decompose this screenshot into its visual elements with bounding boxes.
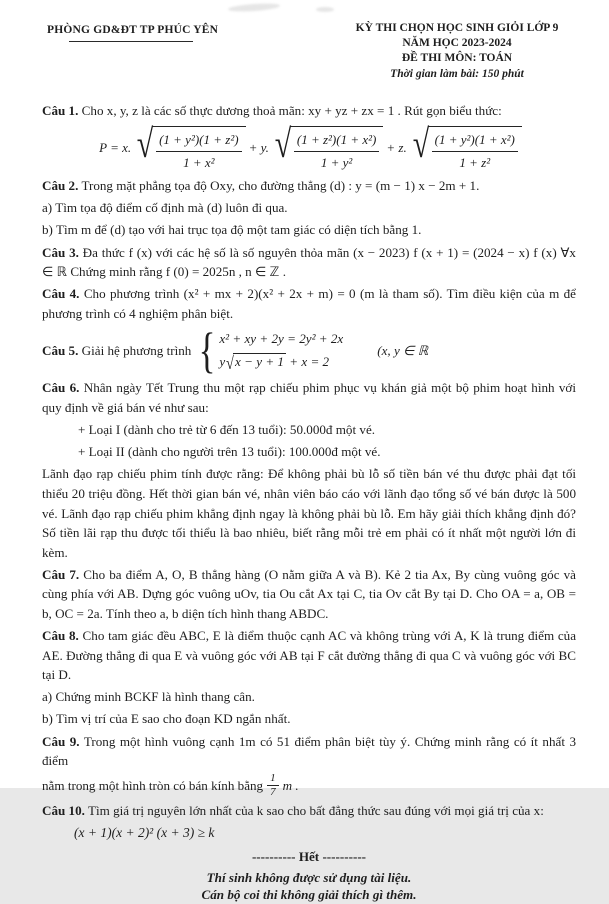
question-8: [42, 626, 576, 685]
radius-fraction: [267, 773, 279, 798]
term-3-denominator: 1 + z²: [459, 154, 491, 170]
question-9-line2-pre: nằm trong một hình tròn có bán kính bằng: [42, 777, 264, 793]
question-7-text: Cho ba điểm A, O, B thẳng hàng (O nằm giữa A và B). Kẻ 2 tia Ax, By cùng vuông góc và cùng phía với AB. Dựng góc vuông uOv, tia Ou cắt Ax tại C, tia Ov cắt By tại D. Cho OA = a, OB = b, OC = 2a. Tính theo a, b diện tích hình thang ABDC.: [42, 566, 576, 621]
question-2: [42, 176, 576, 196]
question-10: [42, 801, 576, 821]
sqrt-term-1: [134, 123, 245, 172]
term-3-numerator: (1 + y²)(1 + x²): [432, 130, 518, 152]
question-2-intro: Trong mặt phẳng tọa độ Oxy, cho đường thẳng (d) : y = (m − 1) x − 2m + 1.: [81, 178, 480, 194]
radical-icon: √: [412, 121, 429, 167]
exam-duration: Thời gian làm bài: 150 phút: [390, 68, 524, 80]
system-brace-icon: {: [198, 322, 216, 379]
question-6-label: Câu 6.: [42, 380, 80, 396]
question-5-lead: [42, 341, 191, 361]
equation-system: [219, 329, 343, 371]
question-7: [42, 565, 576, 624]
term-1-numerator: (1 + y²)(1 + z²): [156, 130, 242, 152]
sqrt-term-2: [272, 123, 383, 172]
footer-note-1: Thí sinh không được sử dụng tài liệu.: [206, 869, 412, 885]
question-8b: b) Tìm vị trí của E sao cho đoạn KD ngắn nhất.: [42, 711, 291, 727]
header: [0, 0, 609, 94]
sqrt-term-3: [410, 123, 522, 172]
question-4: [42, 284, 576, 323]
question-7-label: Câu 7.: [42, 566, 80, 582]
fraction-numerator: 1: [267, 773, 279, 786]
equation-2-pre: y: [219, 353, 226, 369]
question-2a: a) Tìm tọa độ điểm cố định mà (d) luôn đi qua.: [42, 200, 288, 216]
radical-icon: √: [136, 121, 154, 167]
radical-icon: √: [274, 121, 292, 167]
exam-title-block: [318, 21, 596, 82]
term-2-numerator: (1 + z²)(1 + x²): [294, 130, 380, 152]
exam-subject: ĐỀ THI MÔN: TOÁN: [401, 52, 513, 64]
question-10-formula: (x + 1)(x + 2)² (x + 3) ≥ k: [74, 825, 215, 841]
question-5: [42, 322, 576, 379]
question-9: [42, 732, 576, 771]
question-8a: a) Chứng minh BCKF là hình thang cân.: [42, 689, 255, 705]
issuing-org: PHÒNG GD&ĐT TP PHÚC YÊN: [47, 24, 219, 36]
org-underline: [69, 41, 193, 42]
exam-year: NĂM HỌC 2023-2024: [402, 37, 512, 49]
term-1-denominator: 1 + x²: [183, 154, 215, 170]
question-6: [42, 378, 576, 417]
question-5-label: Câu 5.: [42, 342, 79, 358]
question-4-label: Câu 4.: [42, 286, 80, 302]
question-9-line2-post: m .: [282, 777, 299, 793]
domain-note: (x, y ∈ ℝ: [377, 342, 429, 358]
formula-prefix: P = x.: [99, 139, 132, 155]
ticket-type-1: + Loại I (dành cho trẻ từ 6 đến 13 tuổi): 50.000đ một vé.: [78, 422, 376, 438]
term-2-denominator: 1 + y²: [320, 154, 353, 170]
ticket-type-2: + Loại II (dành cho người trên 13 tuổi): 100.000đ một vé.: [78, 444, 381, 460]
footer-note-2: Cán bộ coi thi không giải thích gì thêm.: [201, 887, 417, 902]
question-6-intro: Nhân ngày Tết Trung thu một rạp chiếu phim phục vụ khán giả một bộ phim hoạt hình với quy định về giá bán vé như sau:: [42, 380, 576, 416]
question-3-label: Câu 3.: [42, 244, 79, 260]
question-1-label: Câu 1.: [42, 102, 79, 118]
question-3-text: Đa thức f (x) với các hệ số là số nguyên thỏa mãn (x − 2023) f (x + 1) = (2024 − x) f (x) ∀x ∈ ℝ Chứng minh rằng f (0) = 2025n , n ∈ ℤ .: [42, 244, 576, 280]
question-9-line2: [42, 773, 576, 798]
question-6-paragraph: Lãnh đạo rạp chiếu phim tính được rằng: Để không phải bù lỗ số tiền bán vé thu được phải đạt tối thiểu 20 triệu đồng. Hết thời gian bán vé, nhân viên báo cáo với lãnh đạo tổng số vé bán được là 500 vé. Lãnh đạo rạp chiếu phim khẳng định ngay là không phải bù lỗ. Em hãy giải thích khẳng định đó? Số tiền lãi rạp thu được tối thiểu là bao nhiêu, biết rằng mỗi trẻ em phải có ít nhất một người lớn đi kèm.: [42, 466, 576, 560]
question-10-label: Câu 10.: [42, 802, 85, 818]
question-1-formula: [42, 123, 576, 172]
equation-1: x² + xy + 2y = 2y² + 2x: [219, 331, 344, 347]
question-10-text: Tìm giá trị nguyên lớn nhất của k sao cho bất đẳng thức sau đúng với mọi giá trị của x:: [87, 802, 544, 818]
radical-icon: √: [226, 352, 235, 373]
question-9-line1: Trong một hình vuông cạnh 1m có 51 điểm phân biệt tùy ý. Chứng minh rằng có ít nhất 3 điểm: [42, 733, 576, 769]
question-1-text: Cho x, y, z là các số thực dương thoả mãn: xy + yz + zx = 1 . Rút gọn biểu thức:: [81, 102, 502, 118]
equation-2-radicand: x − y + 1: [235, 353, 284, 369]
question-2b: b) Tìm m để (d) tạo với hai trục tọa độ một tam giác có diện tích bằng 1.: [42, 222, 422, 238]
question-3: [42, 243, 576, 282]
formula-sep-3: + z.: [386, 139, 407, 155]
fraction-denominator: 7: [270, 786, 276, 799]
question-8-text: Cho tam giác đều ABC, E là điểm thuộc cạnh AC và không trùng với A, K là trung điểm của AE. Đường thẳng đi qua E và vuông góc với AB tại F cắt đường thẳng đi qua C và vuông góc với BC tại D.: [42, 628, 577, 683]
end-marker: ---------- Hết ----------: [251, 848, 367, 864]
question-8-label: Câu 8.: [42, 628, 79, 644]
question-5-text: Giải hệ phương trình: [81, 342, 192, 358]
question-9-label: Câu 9.: [42, 733, 80, 749]
exam-title: KỲ THI CHỌN HỌC SINH GIỎI LỚP 9: [355, 22, 559, 34]
formula-sep-2: + y.: [248, 139, 269, 155]
question-1: [42, 101, 576, 121]
question-4-text: Cho phương trình (x² + mx + 2)(x² + 2x + m) = 0 (m là tham số). Tìm điều kiện của m để phương trình có 4 nghiệm phân biệt.: [42, 286, 576, 321]
question-2-label: Câu 2.: [42, 178, 79, 194]
questions-body: [0, 94, 609, 904]
equation-2-post: + x = 2: [285, 353, 330, 369]
equation-2: [219, 352, 343, 372]
